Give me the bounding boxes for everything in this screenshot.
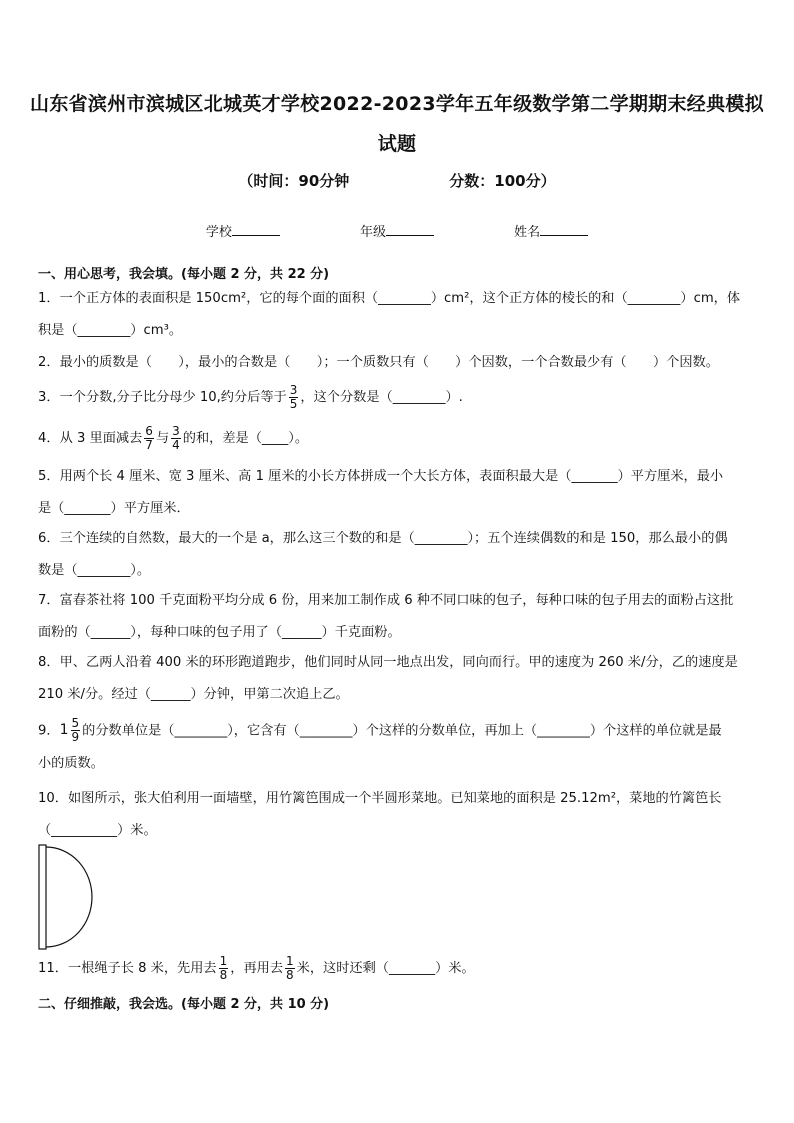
exam-title-line2: 试题	[377, 133, 417, 155]
section-1-heading: 一、用心思考，我会填。(每小题 2 分，共 22 分)	[38, 267, 330, 282]
question-8: 8．甲、乙两人沿着 400 米的环形跑道跑步，他们同时从同一地点出发，同向而行。甲的速度为 260 米/分，乙的速度是 210 米/分。经过（______）分钟，甲第二次追上乙。	[38, 655, 738, 702]
fraction-3-4: $\frac{3}{4}$	[172, 423, 180, 452]
question-10: 10．如图所示，张大伯利用一面墙壁，用竹篱笆围成一个半圆形菜地。已知菜地的面积是 25.12m²，菜地的竹篱笆长 （__________）米。	[38, 791, 722, 838]
time-limit: （时间：90分钟	[238, 172, 350, 190]
student-info	[0, 221, 794, 240]
question-5: 5．用两个长 4 厘米、宽 3 厘米、高 1 厘米的小长方体拼成一个大长方体，表面积最大是（_______）平方厘米，最小 是（_______）平方厘米．	[38, 469, 724, 516]
mixed-number-1-5-9: 1 $\frac{5}{9}$	[59, 715, 80, 744]
question-11: 11．一根绳子长 8 米，先用去 $\frac{1}{8}$ ，再用去 $\frac{1}{8}$ 米，这时还剩（_______）米。	[38, 953, 475, 982]
school-field[interactable]: 学校	[206, 221, 280, 240]
question-1-line2: 积是（________）cm³。	[38, 323, 183, 338]
total-score: 分数：100分）	[449, 172, 556, 190]
question-1	[38, 283, 760, 347]
question-3: 3．一个分数,分子比分母少 10,约分后等于 $\frac{3}{5}$ ，这个分数是（________）.	[38, 382, 463, 411]
question-2: 2．最小的质数是（ ），最小的合数是（ ）；一个质数只有（ ）个因数，一个合数最少有（ ）个因数。	[38, 355, 719, 370]
semicircle-garden-figure	[36, 843, 96, 951]
exam-subtitle	[0, 170, 794, 191]
semicircle-fence	[46, 847, 92, 947]
fraction-3-5: $\frac{3}{5}$	[289, 382, 298, 411]
question-6: 6．三个连续的自然数，最大的一个是 a，那么这三个数的和是（________）；五个连续偶数的和是 150，那么最小的偶 数是（________）。	[38, 531, 728, 578]
question-7: 7．富春茶社将 100 千克面粉平均分成 6 份，用来加工制作成 6 种不同口味的包子，每种口味的包子用去的面粉占这批 面粉的（______），每种口味的包子用了（______）千克面粉。	[38, 593, 734, 640]
fraction-6-7: $\frac{6}{7}$	[145, 423, 153, 452]
question-1-line1: 1．一个正方体的表面积是 150cm²，它的每个面的面积（________）cm²，这个正方体的棱长的和（________）cm，体	[38, 291, 741, 306]
exam-title	[28, 84, 766, 164]
fraction-1-8-a: $\frac{1}{8}$	[219, 953, 228, 982]
question-4: 4．从 3 里面减去 $\frac{6}{7}$ 与 $\frac{3}{4}$ 的和，差是（____）。	[38, 423, 309, 452]
fraction-1-8-b: $\frac{1}{8}$	[286, 953, 294, 982]
exam-title-line1: 山东省滨州市滨城区北城英才学校2022-2023学年五年级数学第二学期期末经典模拟	[30, 93, 764, 115]
grade-field[interactable]: 年级	[360, 221, 434, 240]
question-9: 9．1 $\frac{5}{9}$ 的分数单位是（________），它含有（________）个这样的分数单位，再加上（________）个这样的单位就是最 小的质数。	[38, 715, 722, 771]
section-2-heading: 二、仔细推敲，我会选。(每小题 2 分，共 10 分)	[38, 997, 330, 1012]
wall	[39, 845, 46, 949]
name-field[interactable]: 姓名	[514, 221, 588, 240]
